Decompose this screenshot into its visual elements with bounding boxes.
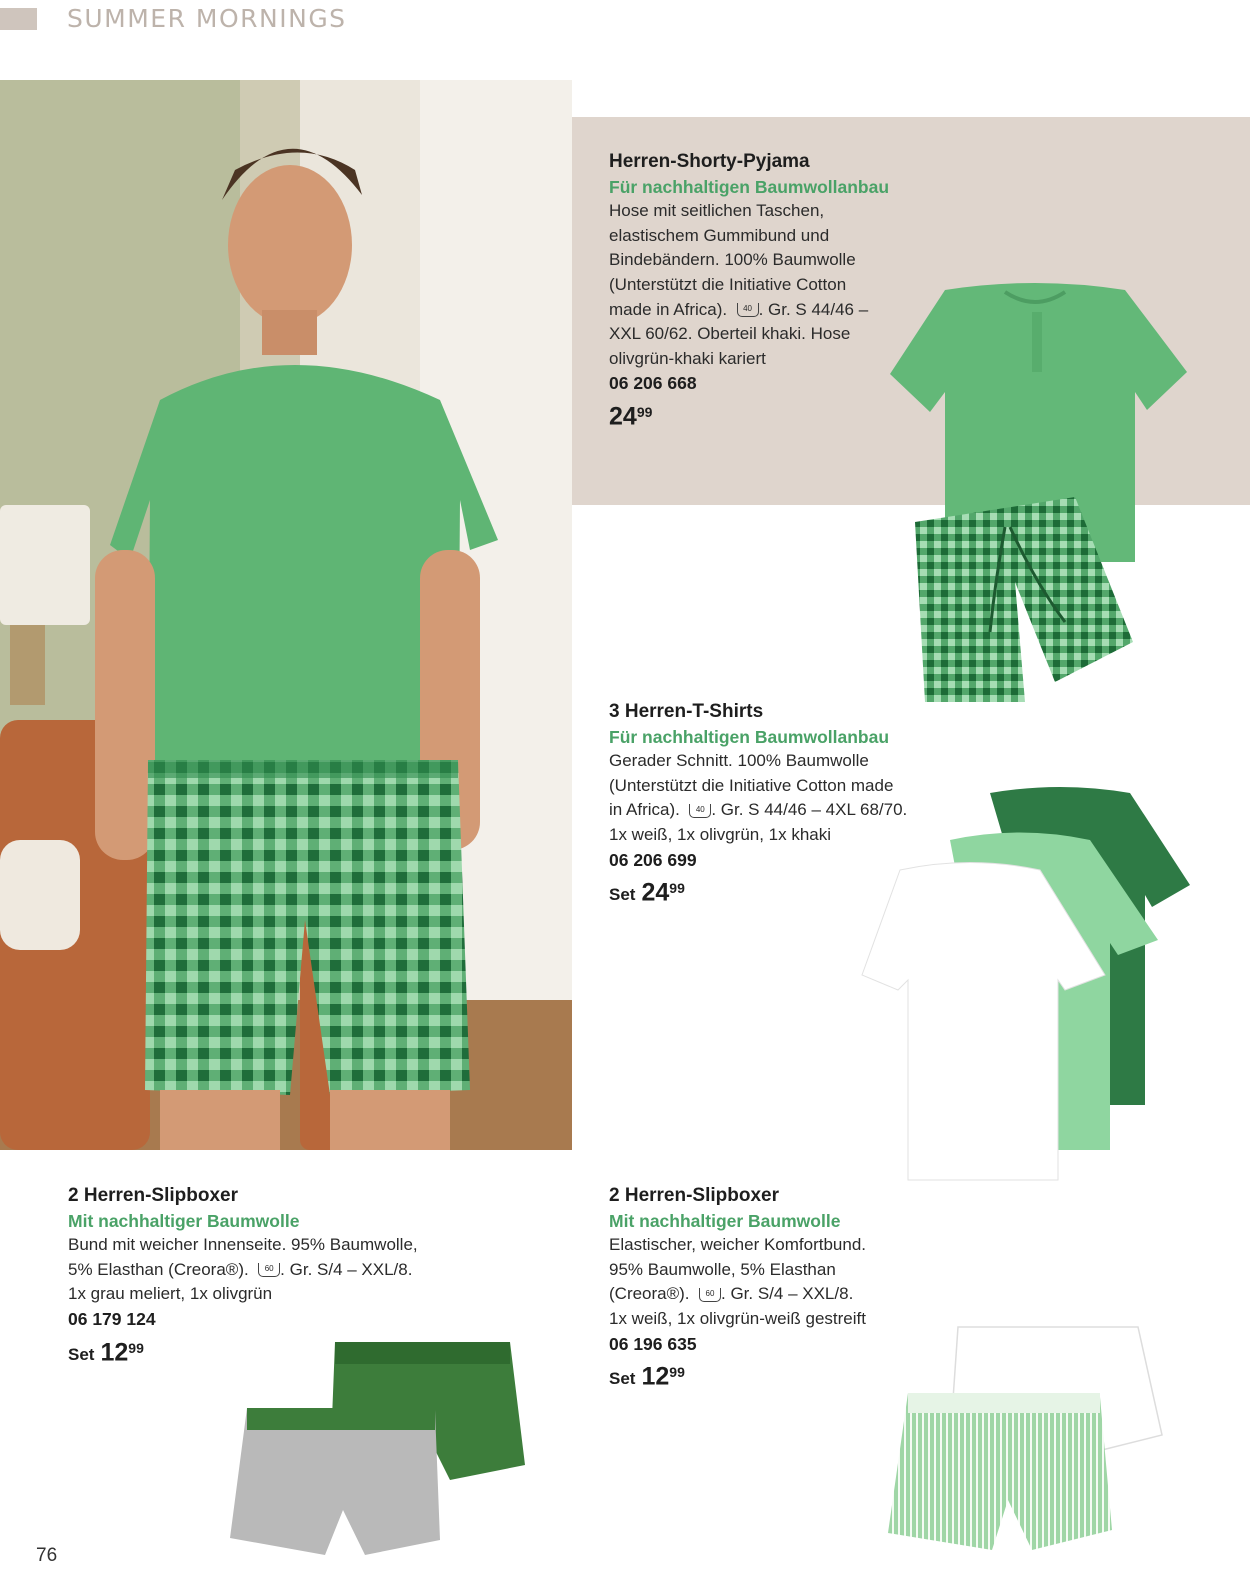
section-title: SUMMER MORNINGS [67,4,347,33]
description-line: in Africa). 40 . Gr. S 44/46 – 4XL 68/70. [609,800,908,820]
slipboxer-grey-green-image [225,1340,535,1560]
wash-40-icon: 40 [737,303,759,317]
description-line: Hose mit seitlichen Taschen, [609,201,825,221]
page-number: 76 [36,1545,58,1566]
description-line: made in Africa). 40 . Gr. S 44/46 – [609,299,869,319]
description-line: Elastischer, weicher Komfortbund. [609,1235,867,1255]
article-number: 06 206 668 [609,373,697,394]
description-line: Bindebändern. 100% Baumwolle [609,250,856,270]
article-number: 06 196 635 [609,1333,697,1354]
description-line: XXL 60/62. Oberteil khaki. Hose [609,324,851,344]
product-name: 2 Herren-Slipboxer [609,1185,779,1206]
product-name: 2 Herren-Slipboxer [68,1185,238,1206]
article-number: 06 179 124 [68,1308,156,1329]
product-name: Herren-Shorty-Pyjama [609,151,810,172]
sustainability-tag: Für nachhaltigen Baumwollanbau [609,726,890,747]
description-line: Bund mit weicher Innenseite. 95% Baumwolle, [68,1235,418,1255]
description-line: 5% Elasthan (Creora®). 60 . Gr. S/4 – XXL/8. [68,1259,413,1279]
description-line: 1x grau meliert, 1x olivgrün [68,1284,273,1304]
wash-60-icon: 60 [699,1288,721,1302]
wash-40-icon: 40 [689,804,711,818]
description-line: (Unterstützt die Initiative Cotton made [609,775,894,795]
price: Set $12^{99}$ [609,1362,685,1391]
hero-photo-man-in-pyjama [0,80,572,1150]
wash-60-icon: 60 [258,1263,280,1277]
price: Set $12^{99}$ [68,1337,144,1366]
sustainability-tag: Mit nachhaltiger Baumwolle [609,1210,841,1231]
slipboxer-white-striped-image [880,1325,1170,1555]
price: Set $24^{99}$ [609,878,685,907]
product-name: 3 Herren-T-Shirts [609,701,764,722]
pyjama-product-image [885,282,1195,712]
sustainability-tag: Für nachhaltigen Baumwollanbau [609,176,890,197]
tshirts-product-image [860,785,1200,1185]
description-line: (Unterstützt die Initiative Cotton [609,274,847,294]
article-number: 06 206 699 [609,849,697,870]
description-line: olivgrün-khaki kariert [609,348,766,368]
description-line: 95% Baumwolle, 5% Elasthan [609,1259,836,1279]
sustainability-tag: Mit nachhaltiger Baumwolle [68,1210,300,1231]
price: $24^{99}$ [609,402,653,431]
description-line: 1x weiß, 1x olivgrün-weiß gestreift [609,1308,866,1328]
product-description [609,1233,969,1331]
product-description [68,1233,468,1307]
header-accent-bar [0,8,37,30]
description-line: Gerader Schnitt. 100% Baumwolle [609,751,869,771]
description-line: (Creora®). 60 . Gr. S/4 – XXL/8. [609,1284,854,1304]
description-line: 1x weiß, 1x olivgrün, 1x khaki [609,824,832,844]
description-line: elastischem Gummibund und [609,225,830,245]
